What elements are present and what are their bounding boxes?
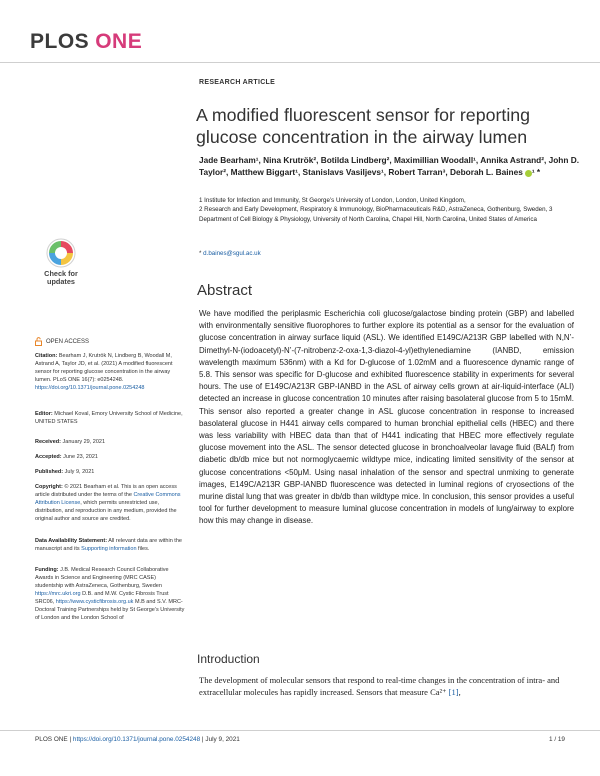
- open-lock-icon: [35, 337, 42, 346]
- intro-body: The development of molecular sensors that respond to real-time changes in the concentration of intra- and extracellular molecules has rapidly increased. Sensors that measure Ca²⁺: [199, 675, 560, 698]
- footer-separator: |: [69, 736, 72, 743]
- received-label: Received:: [35, 439, 61, 445]
- affiliations: [199, 196, 579, 224]
- received-date: January 29, 2021: [62, 439, 106, 445]
- author-list: [199, 154, 579, 178]
- published-date: July 9, 2021: [64, 469, 95, 475]
- reference-link[interactable]: [1]: [448, 687, 459, 698]
- license-link[interactable]: Creative Commons Attribution License: [35, 492, 181, 506]
- mrc-link[interactable]: https://mrc.ukri.org: [35, 591, 81, 597]
- check-for-updates-label[interactable]: Check for updates: [44, 269, 78, 287]
- introduction-text: [199, 674, 579, 698]
- footer-journal: PLOS ONE: [35, 736, 68, 743]
- logo-one: ONE: [95, 30, 143, 53]
- footer-left: [35, 736, 240, 743]
- copyright-block: [35, 483, 185, 523]
- copyright-label: Copyright:: [35, 484, 63, 490]
- citation-label: Citation:: [35, 353, 58, 359]
- footer-divider: [0, 730, 600, 731]
- citation-block: [35, 352, 185, 392]
- footer-date: July 9, 2021: [205, 736, 240, 743]
- orcid-icon[interactable]: [525, 170, 532, 177]
- editor-label: Editor:: [35, 411, 53, 417]
- published-block: [35, 468, 185, 476]
- author-marks: ¹ *: [531, 167, 541, 178]
- author-names: Jade Bearham¹, Nina Krutrök², Botilda Lindberg², Maximillian Woodall¹, Annika Astrand², John D. Taylor², Matthew Biggart¹, Stanislavs Vasiljevs¹, Robert Tarran³, Deborah L. Baines: [199, 155, 580, 178]
- journal-logo[interactable]: [30, 30, 142, 54]
- affiliation-1: 1 Institute for Infection and Immunity, St George’s University of London, London, United Kingdom,: [199, 197, 466, 204]
- affiliation-2: 2 Research and Early Development, Respiratory & Immunology, BioPharmaceuticals R&D, AstraZeneca, Gothenburg, Sweden, 3 Department of Cell Biology & Physiology, University of North Carolina, Chapel Hill, North Carolina, United States of America: [199, 206, 553, 223]
- open-access-label: OPEN ACCESS: [46, 338, 90, 345]
- citation-doi-link[interactable]: https://doi.org/10.1371/journal.pone.0254248: [35, 385, 145, 391]
- editor-text: Michael Koval, Emory University School of Medicine, UNITED STATES: [35, 411, 183, 425]
- footer-separator: |: [201, 736, 204, 743]
- accepted-date: June 23, 2021: [63, 454, 98, 460]
- accepted-label: Accepted:: [35, 454, 62, 460]
- page-footer: [35, 736, 565, 743]
- published-label: Published:: [35, 469, 64, 475]
- email-star: *: [199, 250, 202, 257]
- article-title: A modified fluorescent sensor for reporting glucose concentration in the airway lumen: [196, 105, 531, 147]
- data-availability-text-1: All relevant data are within the manuscript and its: [35, 538, 182, 552]
- corresponding-email: [199, 250, 261, 257]
- data-availability-block: [35, 537, 185, 553]
- logo-plos: PLOS: [30, 30, 90, 53]
- funding-text-2: D.B. and M.W. Cystic Fibrosis Trust SRC06,: [35, 591, 169, 605]
- received-block: [35, 438, 185, 446]
- email-link[interactable]: d.baines@sgul.ac.uk: [203, 250, 261, 257]
- page-number: 1 / 19: [549, 736, 565, 743]
- abstract-heading: Abstract: [197, 282, 253, 299]
- copyright-text-2: , which permits unrestricted use, distribution, and reproduction in any medium, provided the original author and source are credited.: [35, 500, 177, 522]
- abstract-text: We have modified the periplasmic Escherichia coli glucose/galactose binding protein (GBP) and labelled with environmentally sensitive fluorophores to further explore its potential as a sensor for the evaluation of glucose concentration in airway surface liquid (ASL). We identified E149C/A213R GBP labelled with N,N’-Dimethyl-N-(iodoacetyl)-N’-(7-nitrobenz-2-oxa-1,3-diazol-4-yl)ethylenediamine (IANBD, emission wavelength maximum 536nm) with a Kd for D-glucose of 1.02mM and a fluorescence dynamic range of 5.8. This sensor was specific for D-glucose and exhibited fluorescence stability in experiments for several hours. The use of E149C/A213R GBP-IANBD in the ASL of airway cells grown at air-liquid-interface (ALI) detected an increase in glucose concentration 10 minutes after raising basolateral glucose from 5 to 15mM. This sensor also reported a greater change in ASL glucose concentration in response to increased basolateral glucose in H441 airway cells compared to human bronchial epithelial cells (HBEC) and there was less variability with HBEC data than that of H441 indicating that HBEC more effectively regulate glucose movement into the ASL. The sensor detected glucose in bronchoalveolar lavage fluid (BALf) from diabetic db/db mice but not normoglycaemic wildtype mice, indicating limited sensitivity of the sensor at glucose concentrations <50μM. Using nasal inhalation of the sensor and spectral unmixing to generate images, E149C/A213R GBP-IANBD fluorescence was detected in luminal regions of cryosections of the murine distal lung that was greater in db/db than wildtype mice. In conclusion, this sensor provides a useful tool for further development to measure luminal glucose concentration in models of lung/airway to explore how this may change in disease.: [199, 309, 574, 526]
- article-type-label: RESEARCH ARTICLE: [199, 79, 276, 86]
- funding-text-3: M.B and S.V. MRC- Doctoral Training Partnerships held by St George’s University of London and the London School of: [35, 599, 185, 621]
- funding-text-1: J.B. Medical Research Council Collaborative Awards in Science and Engineering (MRC CASE) studentship with AstraZeneca, Gothenburg, Sweden: [35, 567, 169, 589]
- cf-trust-link[interactable]: https://www.cysticfibrosis.org.uk: [55, 599, 134, 605]
- funding-block: [35, 566, 185, 622]
- open-access-badge: [35, 337, 89, 346]
- funding-label: Funding:: [35, 567, 59, 573]
- footer-doi-link[interactable]: https://doi.org/10.1371/journal.pone.0254248: [72, 736, 201, 743]
- data-availability-text-2: files.: [138, 546, 150, 552]
- editor-block: [35, 410, 185, 426]
- header-divider: [0, 62, 600, 63]
- introduction-heading: Introduction: [197, 652, 260, 666]
- supporting-info-link[interactable]: Supporting information: [81, 546, 137, 552]
- intro-tail: ,: [458, 687, 461, 698]
- citation-text: Bearham J, Krutrök N, Lindberg B, Woodall M, Astrand A, Taylor JD, et al. (2021) A modified fluorescent sensor for reporting glucose concentration in the airway lumen. PLoS ONE 16(7): e0254248.: [35, 353, 173, 383]
- accepted-block: [35, 453, 185, 461]
- data-availability-label: Data Availability Statement:: [35, 538, 108, 544]
- copyright-text-1: © 2021 Bearham et al. This is an open access article distributed under the terms of the: [35, 484, 177, 498]
